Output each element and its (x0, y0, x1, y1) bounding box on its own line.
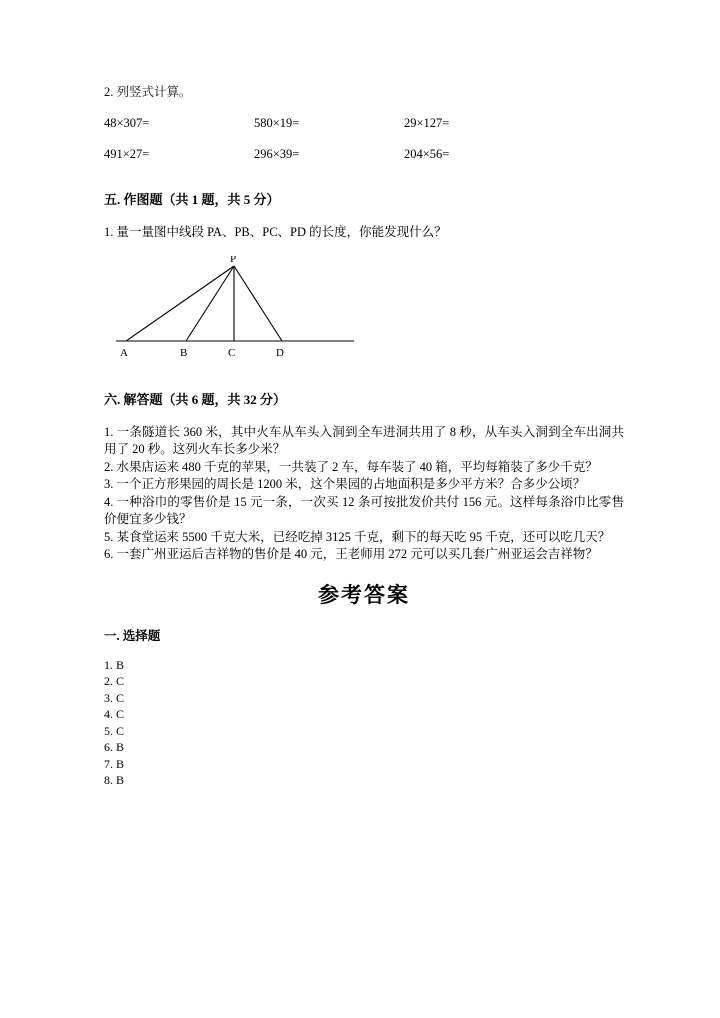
section-six-question: 5. 某食堂运来 5500 千克大米，已经吃掉 3125 千克，剩下的每天吃 95 千克，还可以吃几天？ (104, 529, 611, 544)
section-six-question: 3. 一个正方形果园的周长是 1200 米，这个果园的占地面积是多少平方米？合多少公顷？ (104, 477, 586, 491)
calc-expression: 580×19= (254, 116, 300, 130)
answers-section-label: 一. 选择题 (104, 628, 161, 643)
calc-expression: 296×39= (254, 147, 300, 161)
calc-expression: 491×27= (104, 147, 150, 161)
calc-expression: 48×307= (104, 116, 150, 130)
geometry-figure-svg (104, 256, 404, 371)
figure-label-D: D (276, 346, 284, 359)
section-five-question: 1. 量一量图中线段 PA、PB、PC、PD 的长度，你能发现什么？ (104, 225, 447, 239)
answer-item: 4. C (104, 707, 125, 721)
section-six-question: 1. 一条隧道长 360 米，其中火车从车头入洞到全车进洞共用了 8 秒，从车头入洞到全车出洞共用了 20 秒。这列火车长多少米？ (104, 424, 624, 456)
answer-item: 7. B (104, 756, 125, 771)
vertical-calc-row (104, 146, 624, 163)
document-content (104, 84, 624, 789)
calc-expression: 29×127= (404, 116, 450, 130)
answer-item: 6. B (104, 740, 125, 754)
geometry-figure (104, 256, 624, 371)
answer-item: 2. C (104, 674, 125, 688)
section-six-question: 4. 一种浴巾的零售价是 15 元一条，一次买 12 条可按批发价共付 156 元。这样每条浴巾比零售价便宜多少钱？ (104, 494, 624, 526)
answers-title: 参考答案 (318, 582, 410, 607)
answer-item: 5. C (104, 723, 125, 738)
answer-item: 8. B (104, 773, 125, 787)
figure-label-C: C (228, 346, 236, 359)
section-six-question: 6. 一套广州亚运后吉祥物的售价是 40 元，王老师用 272 元可以买几套广州亚运会吉祥物？ (104, 547, 598, 561)
figure-label-B: B (180, 346, 188, 359)
section-six-question: 2. 水果店运来 480 千克的苹果，一共装了 2 车，每车装了 40 箱，平均每箱装了多少千克？ (104, 459, 598, 474)
answer-item: 1. B (104, 657, 125, 672)
calc-expression: 204×56= (404, 147, 450, 161)
figure-label-A: A (120, 346, 128, 359)
figure-label-P: P (230, 255, 237, 265)
section-five-heading: 五. 作图题（共 1 题，共 5 分） (104, 192, 280, 207)
vertical-calc-heading: 2. 列竖式计算。 (104, 85, 192, 99)
vertical-calc-row (104, 115, 624, 132)
answer-item: 3. C (104, 690, 125, 705)
section-six-heading: 六. 解答题（共 6 题，共 32 分） (104, 391, 287, 407)
